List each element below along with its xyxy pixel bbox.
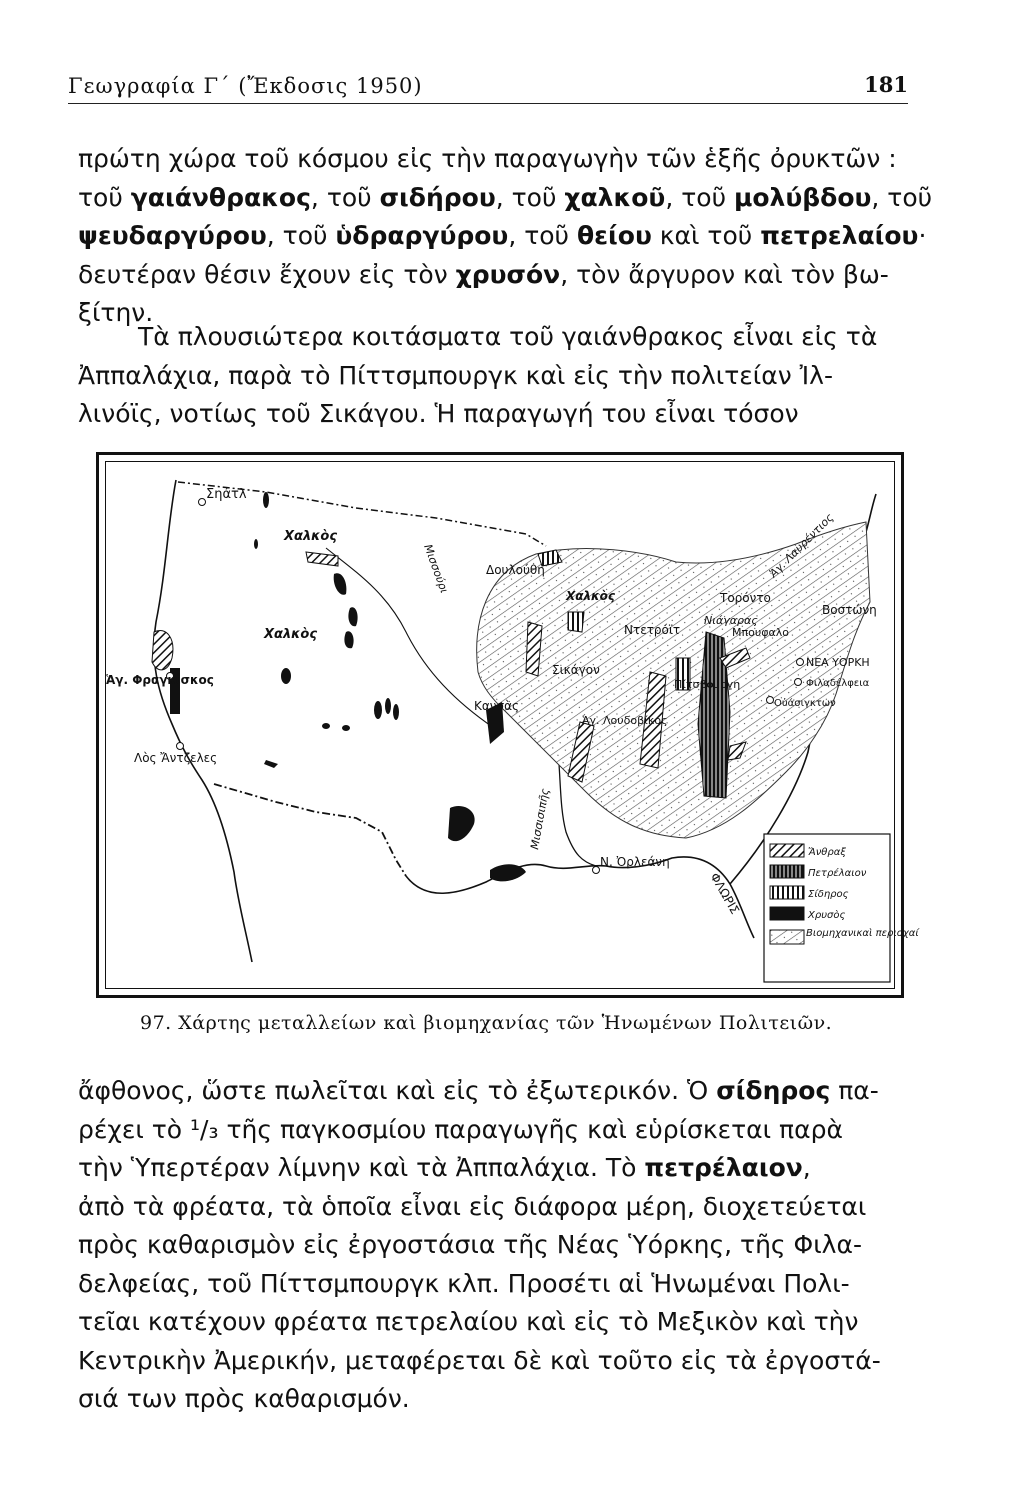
text-line: δευτέραν θέσιν ἔχουν εἰς τὸν χρυσόν, τὸν ἄργυρον καὶ τὸν βω- [78, 259, 889, 289]
text-line: ψευδαργύρου, τοῦ ὑδραργύρου, τοῦ θείου καὶ τοῦ πετρελαίου· [78, 221, 927, 250]
emphasis: σίδηρος [716, 1076, 831, 1105]
legend-label-iron: Σίδηρος [808, 889, 849, 900]
oil-field [448, 806, 475, 841]
gold-deposit [322, 723, 330, 729]
page-number: 181 [864, 72, 908, 97]
gold-deposit [393, 704, 399, 720]
gold-deposit [374, 701, 382, 719]
legend-swatch-iron [770, 886, 804, 899]
place-philadelphia: Φιλαδέλφεια [806, 678, 870, 689]
legend-label-industry: Βιομηχανικαὶ περιοχαί [806, 928, 919, 939]
legend-swatch-oil [770, 865, 804, 878]
place-buffalo: Μπουφαλο [732, 626, 789, 639]
text-line: πρὸς καθαρισμὸν εἰς ἐργοστάσια τῆς Νέας Ὑόρκης, τῆς Φιλα- [78, 1230, 862, 1259]
oil-field [334, 573, 347, 595]
gold-deposit [264, 760, 278, 768]
place-kansas: Κανσὰς [474, 699, 520, 713]
iron-field [568, 612, 584, 632]
gold-deposit [348, 607, 357, 626]
place-niagara: Νιάγαρας [704, 614, 758, 627]
place-toronto: Τορόντο [720, 591, 771, 605]
figure-caption: 97. Χάρτης μεταλλείων καὶ βιομηχανίας τῶν Ἡνωμένων Πολιτειῶν. [140, 1012, 833, 1034]
us-mines-industry-map [106, 462, 919, 990]
place-copper-3: Χαλκὸς [566, 589, 615, 603]
emphasis: ὑδραργύρου [335, 221, 509, 250]
place-copper-2: Χαλκὸς [264, 627, 318, 642]
place-lawrence: Ἁγ. Λαυρέντιος [766, 510, 837, 581]
emphasis: πετρέλαιον [644, 1153, 803, 1182]
text-line: τοῦ γαιάνθρακος, τοῦ σιδήρου, τοῦ χαλκοῦ, τοῦ μολύβδου, τοῦ [78, 182, 933, 212]
place-st-louis: Ἁγ. Λουδοβίκος [582, 714, 668, 727]
place-washington: Οὐάσιγκτων [774, 698, 836, 709]
header-rule [68, 103, 908, 104]
place-chicago: Σικάγον [552, 663, 600, 677]
place-florida: ΦΛΩΡΙΣ [707, 870, 743, 917]
place-los-angeles: Λὸς Ἄντζελες [134, 751, 218, 765]
text-line: ἀπὸ τὰ φρέατα, τὰ ὁποῖα εἶναι εἰς διάφορα μέρη, διοχετεύεται [78, 1191, 867, 1221]
place-copper-1: Χαλκὸς [284, 529, 338, 544]
mexico-border [214, 784, 406, 876]
text-line: ἄφθονος, ὥστε πωλεῖται καὶ εἰς τὸ ἐξωτερικόν. Ὁ σίδηρος πα- [78, 1076, 879, 1105]
text-line: δελφείας, τοῦ Πίττσμπουργκ κλπ. Προσέτι αἱ Ἡνωμέναι Πολι- [78, 1268, 850, 1298]
paragraph-1 [78, 140, 933, 333]
city-dot [795, 679, 802, 686]
legend-swatch-industry [770, 930, 804, 944]
text-line: σιά των πρὸς καθαρισμόν. [78, 1384, 410, 1413]
map-figure [96, 452, 919, 998]
text-line: ρέχει τὸ ¹/₃ τῆς παγκοσμίου παραγωγῆς καὶ εὑρίσκεται παρὰ [78, 1114, 843, 1144]
city-dot [199, 499, 206, 506]
gold-deposit [263, 492, 269, 508]
city-dot [177, 743, 184, 750]
text-line: Τὰ πλουσιώτερα κοιτάσματα τοῦ γαιάνθρακος εἶναι εἰς τὰ [138, 322, 878, 351]
gulf-coastline [406, 857, 754, 938]
text-line: ξίτην. [78, 298, 154, 327]
emphasis: χρυσόν [455, 259, 561, 289]
place-duluth: Δουλούθη [486, 563, 545, 577]
legend-label-gold: Χρυσὸς [808, 910, 846, 921]
legend-swatch-gold [770, 907, 804, 920]
place-newyork: ΝΕΑ ΥΟΡΚΗ [806, 656, 870, 669]
place-mississippi: Μισσισιπῆς [528, 787, 552, 851]
paragraph-3 [78, 1072, 910, 1419]
emphasis: χαλκοῦ [564, 182, 666, 212]
legend-label-coal: Ἄνθραξ [808, 847, 846, 858]
emphasis: σιδήρου [379, 182, 496, 212]
place-missouri: Μισσούρι [421, 542, 451, 595]
emphasis: γαιάνθρακος [130, 182, 311, 212]
text-line: τὴν Ὑπερτέραν λίμνην καὶ τὰ Ἀππαλάχια. Τὸ πετρέλαιον, [78, 1153, 811, 1182]
emphasis: πετρελαίου [760, 221, 919, 250]
text-line: Ἀππαλάχια, παρὰ τὸ Πίττσμπουργκ καὶ εἰς τὴν πολιτείαν Ἰλ- [78, 360, 833, 390]
page-header [68, 68, 908, 102]
text-line: λινόϊς, νοτίως τοῦ Σικάγου. Ἡ παραγωγή του εἶναι τόσον [78, 399, 799, 428]
place-new-orleans: Ν. Ὀρλεάνη [600, 855, 670, 869]
coal-field [152, 630, 173, 669]
place-boston: Βοστώνη [822, 603, 877, 617]
place-san-francisco: Ἁγ. Φραγκίσκος [106, 673, 214, 687]
text-line: τεῖαι κατέχουν φρέατα πετρελαίου καὶ εἰς τὸ Μεξικὸν καὶ τὴν [78, 1307, 859, 1336]
city-dot [797, 659, 804, 666]
place-detroit: Ντετρόϊτ [624, 623, 681, 637]
paragraph-2 [78, 318, 910, 434]
emphasis: ψευδαργύρου [78, 221, 267, 250]
pacific-coastline [154, 480, 252, 962]
place-pittsburgh: Πίτσβουργη [674, 678, 741, 691]
emphasis: θείου [576, 221, 652, 250]
city-dot [593, 867, 600, 874]
gold-deposit [342, 725, 350, 731]
legend-swatch-coal [770, 844, 804, 857]
text-line: πρώτη χώρα τοῦ κόσμου εἰς τὴν παραγωγὴν τῶν ἑξῆς ὀρυκτῶν : [78, 144, 897, 173]
gold-deposit [254, 539, 258, 549]
city-dot [767, 697, 774, 704]
place-seattle: Σηάτλ [206, 487, 247, 502]
legend-label-oil: Πετρέλαιον [808, 868, 867, 879]
map-frame [105, 461, 919, 989]
emphasis: μολύβδου [733, 182, 872, 212]
running-title: Γεωγραφία Γ΄ (Ἔκδοσις 1950) [68, 74, 423, 98]
text-line: Κεντρικὴν Ἀμερικήν, μεταφέρεται δὲ καὶ τοῦτο εἰς τὰ ἐργοστά- [78, 1345, 881, 1375]
gold-deposit [281, 668, 291, 684]
map-legend [764, 834, 920, 982]
gold-deposit [344, 631, 353, 648]
gold-deposit [385, 698, 391, 714]
